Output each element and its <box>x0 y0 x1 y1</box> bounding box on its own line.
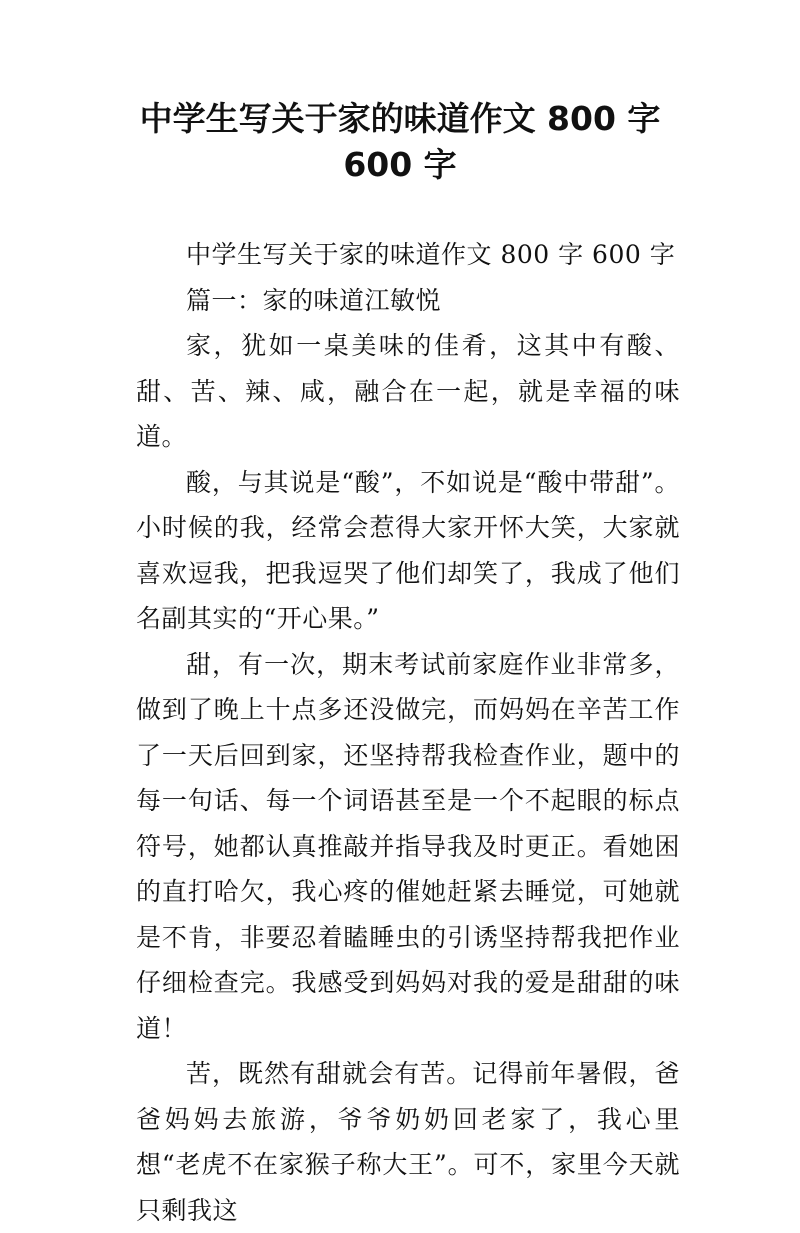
section-heading: 篇一：家的味道江敏悦 <box>186 285 442 315</box>
subtitle-paragraph: 中学生写关于家的味道作文 800 字 600 字 <box>186 240 676 269</box>
document-body <box>136 232 680 1233</box>
title-line-1: 中学生写关于家的味道作文 800 字 <box>139 99 661 138</box>
title-line-2: 600 字 <box>343 145 457 184</box>
paragraph-bitter: 苦，既然有甜就会有苦。记得前年暑假，爸爸妈妈去旅游，爷爷奶奶回老家了，我心里想“老虎不在家猴子称大王”。可不，家里今天就只剩我这 <box>136 1059 680 1225</box>
paragraph-sweet: 甜，有一次，期末考试前家庭作业非常多，做到了晚上十点多还没做完，而妈妈在辛苦工作了一天后回到家，还坚持帮我检查作业，题中的每一句话、每一个词语甚至是一个不起眼的标点符号，她都认真推敲并指导我及时更正。看她困的直打哈欠，我心疼的催她赶紧去睡觉，可她就是不肯，非要忍着瞌睡虫的引诱坚持帮我把作业仔细检查完。我感受到妈妈对我的爱是甜甜的味道！ <box>136 649 680 1043</box>
paragraph-sour: 酸，与其说是“酸”，不如说是“酸中带甜”。小时候的我，经常会惹得大家开怀大笑，大家就喜欢逗我，把我逗哭了他们却笑了，我成了他们名副其实的“开心果。” <box>136 467 680 633</box>
paragraph-intro: 家，犹如一桌美味的佳肴，这其中有酸、甜、苦、辣、咸，融合在一起，就是幸福的味道。 <box>136 331 680 451</box>
document-title <box>0 96 800 188</box>
